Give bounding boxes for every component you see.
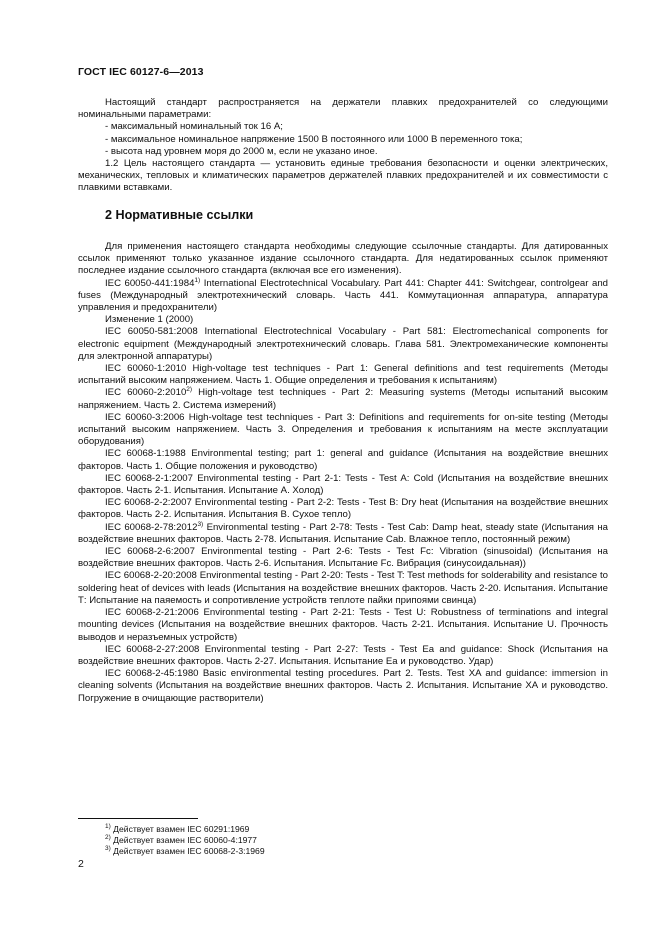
reference-item: IEC 60068-2-27:2008 Environmental testing - Part 2-27: Tests - Test Ea and guidance: Shock (Испытания на воздействие внешних факторов. Часть 2-27. Испытания. Испытание Ea и руководство. Удар) [78, 643, 608, 667]
footnote-2 [105, 835, 265, 846]
footnote-mark: 3) [105, 845, 111, 852]
footnote-marker: 3) [197, 520, 204, 528]
scope-paragraph: Настоящий стандарт распространяется на держатели плавких предохранителей со следующими номинальными параметрами: [78, 97, 608, 121]
footnote-text: Действует взамен IEC 60060-4:1977 [110, 835, 257, 845]
footnotes [105, 824, 265, 857]
reference-code: IEC 60068-2-78:2012 [105, 521, 198, 533]
footnote-mark: 1) [105, 823, 111, 830]
scope-text [78, 97, 608, 195]
reference-item [78, 522, 608, 546]
footnote-divider [78, 818, 198, 819]
normative-references [78, 241, 608, 705]
reference-item: IEC 60068-2-20:2008 Environmental testing - Part 2-20: Tests - Test T: Test methods for solderability and resistance to soldering heat of devices with leads (Испытания на воздействие внешних факторов. Часть 2-20. Испытания. Испытание Т: Испытание на паяемость и сопротивление устройств теплоте пайки припоями свинца) [78, 570, 608, 606]
reference-item: IEC 60068-2-21:2006 Environmental testing - Part 2-21: Tests - Test U: Robustness of terminations and integral mounting devices (Испытания на воздействие внешних факторов. Часть 2-21. Испытания. Испытание U. Прочность выводов и неразъемных устройств) [78, 607, 608, 643]
reference-item: IEC 60068-2-6:2007 Environmental testing - Part 2-6: Tests - Test Fc: Vibration (sinusoidal) (Испытания на воздействие внешних факторов. Часть 2-6. Испытания. Испытание Fc. Вибрация (синусоидальная)) [78, 546, 608, 570]
section-title: 2 Нормативные ссылки [105, 208, 254, 222]
footnote-3 [105, 846, 265, 857]
reference-text: Environmental testing - Part 2-78: Tests - Test Cab: Damp heat, steady state (Испытания на воздействие внешних факторов. Часть 2-78. Испытания. Испытание Cab. Влажное тепло, постоянный режим) [78, 521, 608, 545]
reference-item: IEC 60060-1:2010 High-voltage test techniques - Part 1: General definitions and test requirements (Методы испытаний высоким напряжением. Часть 1. Общие определения и требования к испытаниям) [78, 363, 608, 387]
reference-item: IEC 60060-3:2006 High-voltage test techniques - Part 3: Definitions and requirements for on-site testing (Методы испытаний высоким напряжением. Часть 3. Определения и требования к испытаниям на месте эксплуатации оборудования) [78, 411, 608, 448]
references-lead: Для применения настоящего стандарта необходимы следующие ссылочные стандарты. Для датированных ссылок применяют только указанное издание ссылочного стандарта. Для недатированных ссылок применяют последнее издание ссылочного стандарта (включая все его изменения). [78, 241, 608, 277]
scope-item-voltage: - максимальное номинальное напряжение 1500 В постоянного или 1000 В переменного тока; [105, 133, 523, 145]
footnote-marker: 2) [186, 386, 193, 394]
document-header: ГОСТ IEC 60127-6—2013 [78, 66, 204, 78]
reference-amendment: Изменение 1 (2000) [105, 314, 194, 326]
reference-item: IEC 60050-581:2008 International Electrotechnical Vocabulary - Part 581: Electromechanical components for electronic equipment (Международный электротехнический словарь. Глава 581. Электромеханические компоненты для электронной аппаратуры) [78, 326, 608, 362]
scope-item-current: - максимальный номинальный ток 16 А; [105, 121, 283, 133]
scope-item-altitude: - высота над уровнем моря до 2000 м, если не указано иное. [105, 145, 378, 157]
reference-item: IEC 60068-2-45:1980 Basic environmental testing procedures. Part 2. Tests. Test XA and guidance: immersion in cleaning solvents (Испытания на воздействие внешних факторов. Часть 2. Испытания. Испытание ХА и руководство. Погружение в очищающие растворители) [78, 668, 608, 704]
reference-text: High-voltage test techniques - Part 2: Measuring systems (Методы испытаний высоким напряжением. Часть 2. Система измерений) [78, 387, 608, 411]
footnote-text: Действует взамен IEC 60291:1969 [110, 824, 250, 834]
purpose-paragraph: 1.2 Цель настоящего стандарта — установить единые требования безопасности и оценки электрических, механических, тепловых и климатических параметров держателей плавких предохранителей и их совместимости с плавкими вставками. [78, 158, 608, 194]
reference-item [78, 387, 608, 411]
page-number: 2 [78, 858, 84, 870]
reference-item [78, 278, 608, 315]
footnote-text: Действует взамен IEC 60068-2-3:1969 [110, 846, 265, 856]
reference-code: IEC 60050-441:1984 [105, 277, 195, 289]
footnote-1 [105, 824, 265, 835]
footnote-marker: 1) [194, 276, 201, 284]
reference-text: International Electrotechnical Vocabulary. Part 441: Chapter 441: Switchgear, controlgear and fuses (Международный электротехнический словарь. Часть 441. Коммутационная аппаратура, аппаратура управления и предохранители) [78, 277, 608, 314]
reference-code: IEC 60060-2:2010 [105, 387, 187, 399]
reference-item: IEC 60068-2-1:2007 Environmental testing - Part 2-1: Tests - Test A: Cold (Испытания на воздействие внешних факторов. Часть 2-1. Испытания. Испытание А. Холод) [78, 472, 608, 497]
footnote-mark: 2) [105, 834, 111, 841]
reference-item: IEC 60068-2-2:2007 Environmental testing - Part 2-2: Tests - Test B: Dry heat (Испытания на воздействие внешних факторов. Часть 2-2. Испытания. Испытания В. Сухое тепло) [78, 497, 608, 521]
reference-item: IEC 60068-1:1988 Environmental testing; part 1: general and guidance (Испытания на воздействие внешних факторов. Часть 1. Общие положения и руководство) [78, 448, 608, 472]
